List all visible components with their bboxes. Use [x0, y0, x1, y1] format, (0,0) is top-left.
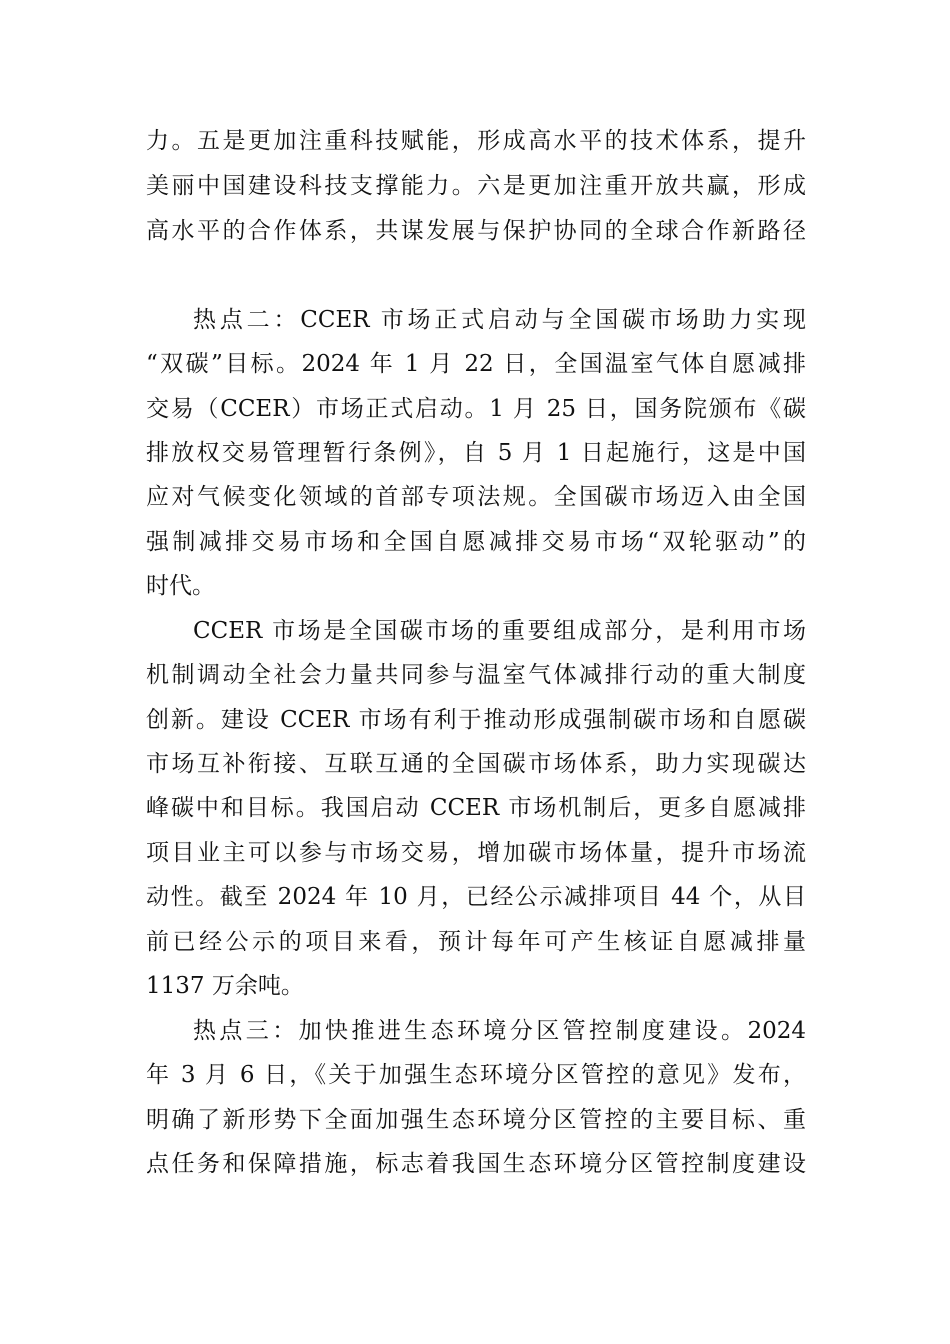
- text-line: 热点二：CCER 市场正式启动与全国碳市场助力实现: [193, 307, 806, 333]
- text-line: 机制调动全社会力量共同参与温室气体减排行动的重大制度: [146, 662, 806, 688]
- text-line: 创新。建设 CCER 市场有利于推动形成强制碳市场和自愿碳: [146, 707, 806, 733]
- text-line: 市场互补衔接、互联互通的全国碳市场体系，助力实现碳达: [146, 751, 806, 777]
- text-line: 峰碳中和目标。我国启动 CCER 市场机制后，更多自愿减排: [146, 795, 806, 821]
- text-line: 点任务和保障措施，标志着我国生态环境分区管控制度建设: [146, 1151, 806, 1177]
- text-line: “双碳”目标。2024 年 1 月 22 日，全国温室气体自愿减排: [146, 351, 806, 377]
- text-line: CCER 市场是全国碳市场的重要组成部分，是利用市场: [193, 618, 806, 644]
- text-line: 动性。截至 2024 年 10 月，已经公示减排项目 44 个，从目: [146, 884, 806, 910]
- text-line: 前已经公示的项目来看，预计每年可产生核证自愿减排量: [146, 929, 806, 955]
- text-line: 热点三：加快推进生态环境分区管控制度建设。2024: [193, 1018, 806, 1044]
- text-line: 交易（CCER）市场正式启动。1 月 25 日，国务院颁布《碳: [146, 396, 806, 422]
- text-line: 力。五是更加注重科技赋能，形成高水平的技术体系，提升: [146, 128, 806, 154]
- text-line: 应对气候变化领域的首部专项法规。全国碳市场迈入由全国: [146, 484, 806, 510]
- text-line: 排放权交易管理暂行条例》，自 5 月 1 日起施行，这是中国: [146, 440, 806, 466]
- text-line: 美丽中国建设科技支撑能力。六是更加注重开放共赢，形成: [146, 173, 806, 199]
- text-line: 1137 万余吨。: [146, 973, 304, 999]
- text-line: 明确了新形势下全面加强生态环境分区管控的主要目标、重: [146, 1107, 806, 1133]
- text-line: 强制减排交易市场和全国自愿减排交易市场“双轮驱动”的: [146, 529, 806, 555]
- text-line: 时代。: [146, 573, 215, 599]
- text-line: 年 3 月 6 日，《关于加强生态环境分区管控的意见》发布，: [146, 1062, 806, 1088]
- text-line: 项目业主可以参与市场交易，增加碳市场体量，提升市场流: [146, 840, 806, 866]
- text-line: 高水平的合作体系，共谋发展与保护协同的全球合作新路径: [146, 218, 806, 244]
